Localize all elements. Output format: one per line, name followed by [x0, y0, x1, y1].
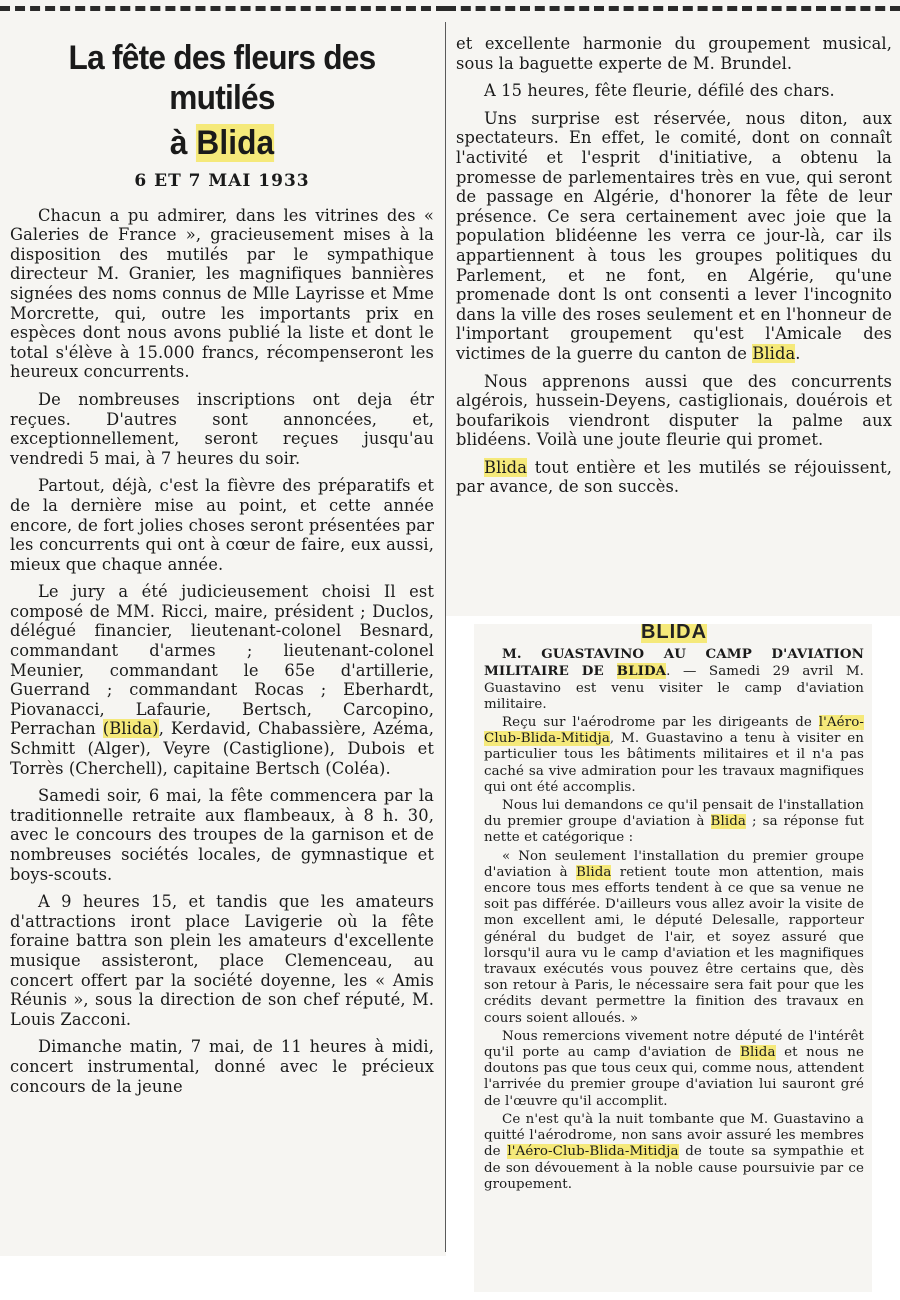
- paragraph: et excellente harmonie du groupement musical, sous la baguette experte de M. Brundel.: [456, 34, 892, 73]
- article-headline-place: [25, 122, 419, 164]
- paragraph: [484, 1112, 864, 1193]
- highlight-blida: Blida: [740, 1045, 776, 1061]
- text-run: .: [795, 343, 801, 363]
- section-title: [484, 624, 864, 643]
- top-border: [446, 6, 900, 27]
- paragraph-quote: [484, 849, 864, 1027]
- top-border: [0, 6, 446, 27]
- highlight-aero-club: l'Aéro-Club-Blida-Mitidja: [484, 715, 864, 747]
- right-bottom-clipping: [474, 624, 872, 1292]
- highlight-blida: BLIDA: [616, 663, 667, 680]
- right-top-clipping: [446, 0, 900, 616]
- highlight-blida: (Blida): [102, 719, 159, 739]
- text-run: Uns surprise est réservée, nous diton, aux spectateurs. En effet, le comité, dont on connaît l'activité et l'esprit d'initiative, a obtenu la promesse de parlementaires très en vue, qui seront de passage en Algérie, d'honorer la fête de leur présence. Ce sera certainement avec joie que la population blidéenne les verra ce jour-là, car ils appartiennent à tous les groupes politiques du Parlement, et ne font, en Algérie, qu'une promenade dont ls ont consenti a lever l'incognito dans la ville des roses seulement et en l'honneur de l'important groupement qu'est l'Amicale des victimes de la guerre du canton de: [456, 108, 892, 363]
- paragraph: Chacun a pu admirer, dans les vitrines des « Galeries de France », gracieusement mises à la disposition des mutilés par le sympathique directeur M. Granier, les magnifiques bannières signées des noms connus de Mlle Layrisse et Mme Morcrette, qui, outre les importants prix en espèces dont nous avons publié la liste et dont le total s'élève à 15.000 francs, récompenseront les heureux concurrents.: [10, 205, 434, 382]
- text-run: , M. Guastavino a tenu à visiter en particulier tous les bâtiments militaires et il n'a pas caché sa vive admiration pour les travaux magnifiques qui ont été accomplis.: [484, 731, 864, 795]
- article-date: 6 ET 7 MAI 1933: [134, 171, 310, 191]
- highlight-blida: Blida: [752, 343, 796, 363]
- paragraph: De nombreuses inscriptions ont deja étr reçues. D'autres sont annoncées, et, exceptionnellement, seront reçues jusqu'au vendredi 5 mai, à 7 heures du soir.: [10, 389, 434, 468]
- text-run: Nous lui demandons ce qu'il pensait de l'installation du premier groupe d'aviation à: [484, 798, 864, 830]
- paragraph: Nous apprenons aussi que des concurrents algérois, hussein-Deyens, castiglionais, douérois et boufarikois viendront disputer la palme aux blidéens. Voilà une joute fleurie qui promet.: [456, 371, 892, 450]
- paragraph: A 15 heures, fête fleurie, défilé des chars.: [484, 81, 835, 101]
- text-run: ; sa réponse fut nette et catégorique :: [484, 814, 865, 846]
- left-clipping: [0, 0, 446, 1256]
- aviation-article: [484, 624, 864, 1195]
- text-run: Nous remercions vivement notre député de l'intérêt qu'il porte au camp d'aviation de: [484, 1028, 864, 1061]
- right-column: [456, 34, 892, 505]
- highlight-blida: Blida: [576, 864, 612, 880]
- article-heading: M. GUASTAVINO AU CAMP D'AVIATION MILITAIRE DE: [484, 646, 864, 680]
- text-run: tout entière et les mutilés se réjouissent, par avance, de son succès.: [456, 457, 892, 497]
- paragraph: Partout, déjà, c'est la fièvre des préparatifs et de la dernière mise au point, et cette année encore, de fort jolies choses seront présentées par les concurrents qui ont à cœur de faire, eux aussi, mieux que chaque année.: [10, 476, 434, 574]
- place-highlight: Blida: [196, 124, 275, 162]
- highlight-blida: Blida: [484, 457, 528, 477]
- text-run: « Non seulement l'installation du premier groupe d'aviation à: [484, 848, 864, 880]
- highlight-blida: Blida: [710, 814, 747, 830]
- text-run: Le jury a été judicieusement choisi Il est composé de MM. Ricci, maire, président ; Duclos, délégué financier, lieutenant-colonel Besnard, commandant d'armes ; lieutenant-colonel Meunier, commandant le 65e d'artillerie, Guerrand ; commandant Rocas ; Eberhardt, Piovanacci, Lafaurie, Bertsch, Carcopino, Perrachan: [10, 582, 434, 739]
- paragraph: [484, 715, 864, 796]
- text-run: . — Samedi 29 avril M. Guastavino est venu visiter le camp d'aviation militaire.: [484, 664, 864, 712]
- text-run: Ce n'est qu'à la nuit tombante que M. Guastavino a quitté l'aérodrome, non sans avoir assuré les membres de: [484, 1111, 864, 1160]
- paragraph: Samedi soir, 6 mai, la fête commencera par la traditionnelle retraite aux flambeaux, à 8 h. 30, avec le concours des troupes de la garnison et de nombreuses sociétés locales, de gymnastique et boys-scouts.: [10, 786, 434, 884]
- text-run: de toute sa sympathie et de son dévouement à la noble cause poursuivie par ce groupement.: [484, 1144, 864, 1192]
- highlight-aero-club: l'Aéro-Club-Blida-Mitidja: [507, 1144, 679, 1160]
- text-run: , Kerdavid, Chabassière, Azéma, Schmitt (Alger), Veyre (Castiglione), Dubois et Torrès (Cherchell), capitaine Bertsch (Coléa).: [10, 719, 435, 778]
- text-run: retient toute mon attention, mais encore tous mes efforts tendent à ce que sa venue ne soit pas différée. D'ailleurs vous allez avoir la visite de mon excellent ami, le député Delesalle, rapporteur général du budget de l'air, et soyez assuré que lorsqu'il aura vu le camp d'aviation et les magnifiques travaux exécutés vous pouvez être certains que, dès son retour à Paris, le nécessaire sera fait pour que les crédits devant permettre la finition des travaux en cours soient alloués. »: [484, 864, 865, 1026]
- left-column: [10, 34, 434, 1104]
- text-run: et nous ne doutons pas que tous ceux qui, comme nous, attendent l'arrivée du premier groupe d'aviation lui sauront gré de l'œuvre qu'il accomplit.: [484, 1045, 864, 1109]
- paragraph: A 9 heures 15, et tandis que les amateurs d'attractions iront place Lavigerie où la fête foraine battra son plein les amateurs d'excellente musique assisteront, place Clemenceau, au concert offert par la société doyenne, les « Amis Réunis », sous la direction de son chef réputé, M. Louis Zacconi.: [10, 892, 434, 1029]
- paragraph-surprise: [456, 109, 892, 364]
- paragraph: Dimanche matin, 7 mai, de 11 heures à midi, concert instrumental, donné avec le précieux concours de la jeune: [10, 1037, 434, 1096]
- paragraph: [484, 798, 864, 847]
- place-prefix: à: [169, 124, 188, 162]
- article-headline: La fête des fleurs des mutilés: [68, 39, 376, 117]
- paragraph-jury: [10, 582, 434, 778]
- article-lead: [484, 646, 864, 713]
- text-run: Reçu sur l'aérodrome par les dirigeants de: [502, 715, 819, 731]
- paragraph: [484, 1029, 864, 1110]
- paragraph-closing: [456, 458, 892, 497]
- highlight-blida: BLIDA: [641, 624, 707, 643]
